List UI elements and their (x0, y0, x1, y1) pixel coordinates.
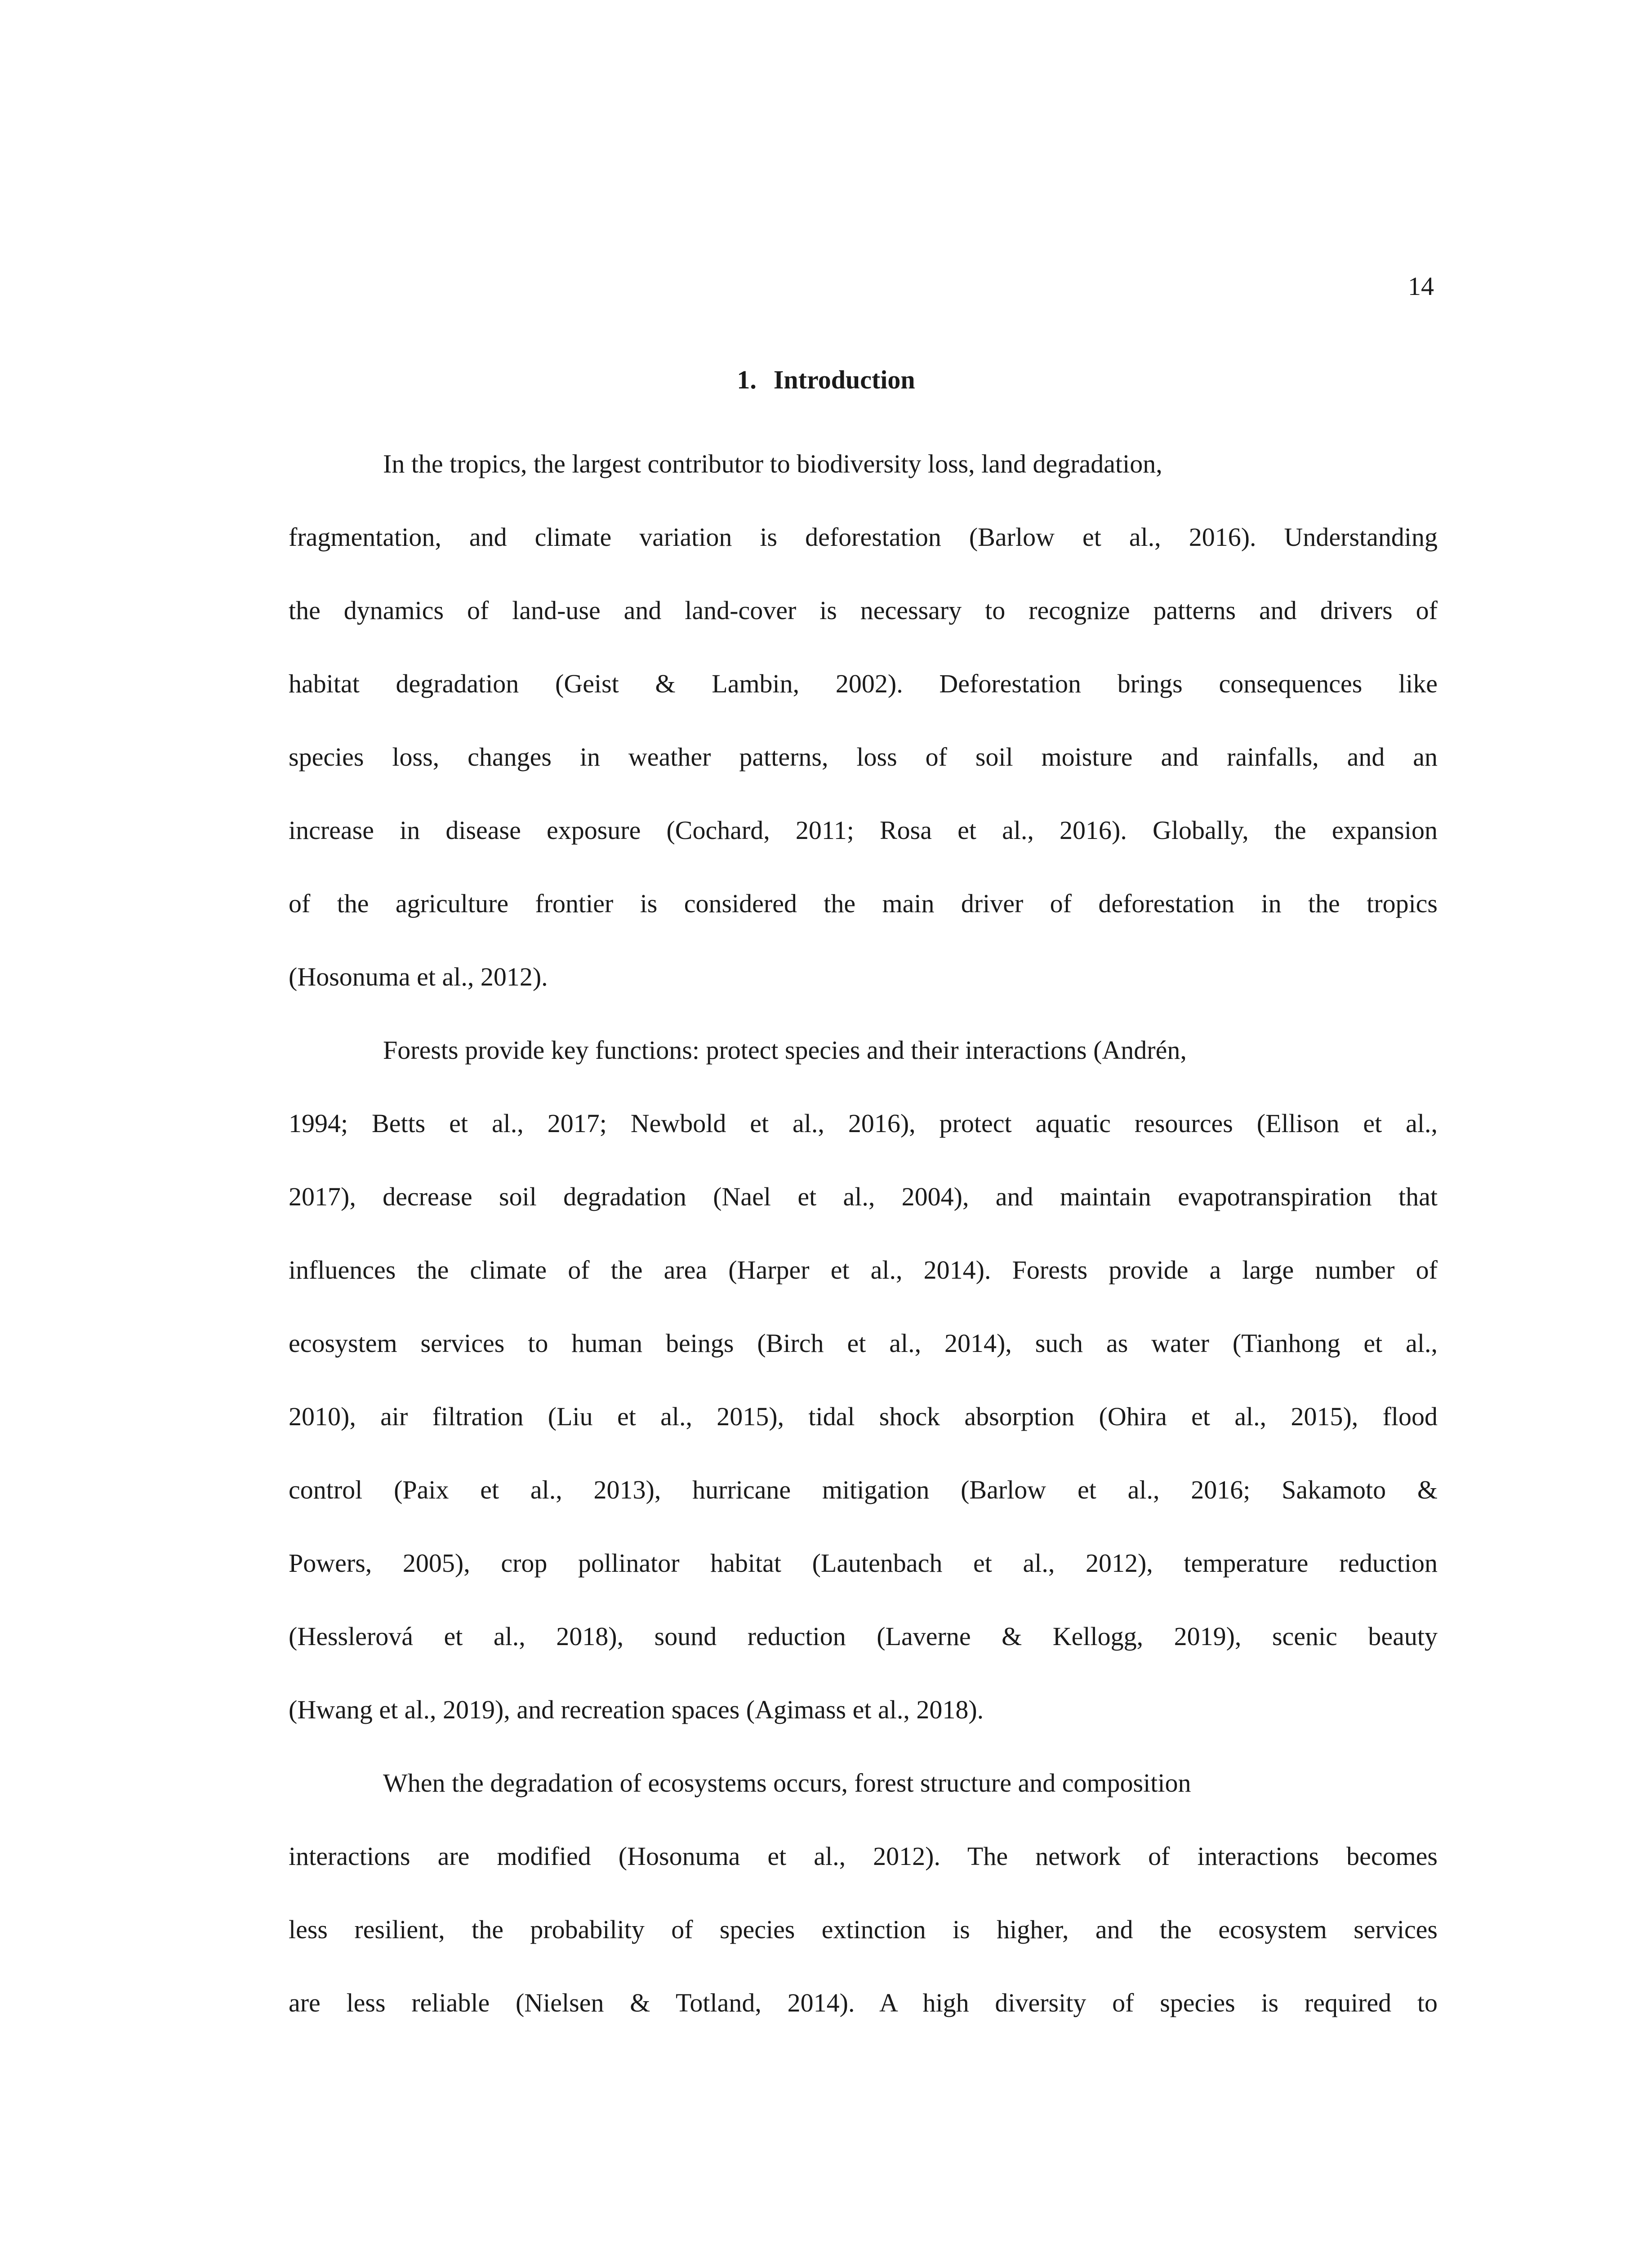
page-number: 14 (1408, 272, 1434, 301)
paragraph-2-line: 2017), decrease soil degradation (Nael et al., 2004), and maintain evapotranspiration that (289, 1182, 1438, 1211)
paragraph-2-line: 1994; Betts et al., 2017; Newbold et al., 2016), protect aquatic resources (Ellison et al., (289, 1109, 1438, 1138)
section-heading (0, 367, 1652, 393)
paragraph-2-line: (Hwang et al., 2019), and recreation spaces (Agimass et al., 2018). (289, 1695, 984, 1724)
paragraph-1-line: habitat degradation (Geist & Lambin, 2002). Deforestation brings consequences like (289, 669, 1438, 698)
paragraph-2-line: (Hesslerová et al., 2018), sound reduction (Laverne & Kellogg, 2019), scenic beauty (289, 1622, 1438, 1651)
paragraph-1-line: of the agriculture frontier is considered the main driver of deforestation in the tropics (289, 889, 1438, 918)
paragraph-2-line: ecosystem services to human beings (Birch et al., 2014), such as water (Tianhong et al., (289, 1329, 1438, 1358)
paragraph-2-line: Forests provide key functions: protect species and their interactions (Andrén, (383, 1035, 1187, 1065)
paragraph-3-line: less resilient, the probability of species extinction is higher, and the ecosystem services (289, 1915, 1438, 1944)
paragraph-3-line: When the degradation of ecosystems occurs, forest structure and composition (383, 1768, 1191, 1798)
paragraph-2-line: 2010), air filtration (Liu et al., 2015), tidal shock absorption (Ohira et al., 2015), flood (289, 1402, 1438, 1431)
paragraph-1-line: species loss, changes in weather patterns, loss of soil moisture and rainfalls, and an (289, 742, 1438, 772)
paragraph-3-line: are less reliable (Nielsen & Totland, 2014). A high diversity of species is required to (289, 1988, 1438, 2017)
paragraph-3-line: interactions are modified (Hosonuma et al., 2012). The network of interactions becomes (289, 1842, 1438, 1871)
section-number: 1. (737, 365, 757, 394)
paragraph-1-line: the dynamics of land-use and land-cover is necessary to recognize patterns and drivers of (289, 596, 1438, 625)
paragraph-2-line: Powers, 2005), crop pollinator habitat (Lautenbach et al., 2012), temperature reduction (289, 1548, 1438, 1578)
paragraph-1-line: (Hosonuma et al., 2012). (289, 962, 548, 991)
paragraph-1-line: fragmentation, and climate variation is deforestation (Barlow et al., 2016). Understanding (289, 522, 1438, 552)
paragraph-1-line: increase in disease exposure (Cochard, 2011; Rosa et al., 2016). Globally, the expansion (289, 816, 1438, 845)
paragraph-1-line: In the tropics, the largest contributor to biodiversity loss, land degradation, (383, 449, 1162, 478)
paragraph-2-line: influences the climate of the area (Harper et al., 2014). Forests provide a large number of (289, 1255, 1438, 1285)
paragraph-2-line: control (Paix et al., 2013), hurricane mitigation (Barlow et al., 2016; Sakamoto & (289, 1475, 1438, 1504)
section-title: Introduction (773, 365, 915, 394)
body-text (289, 427, 1438, 2039)
